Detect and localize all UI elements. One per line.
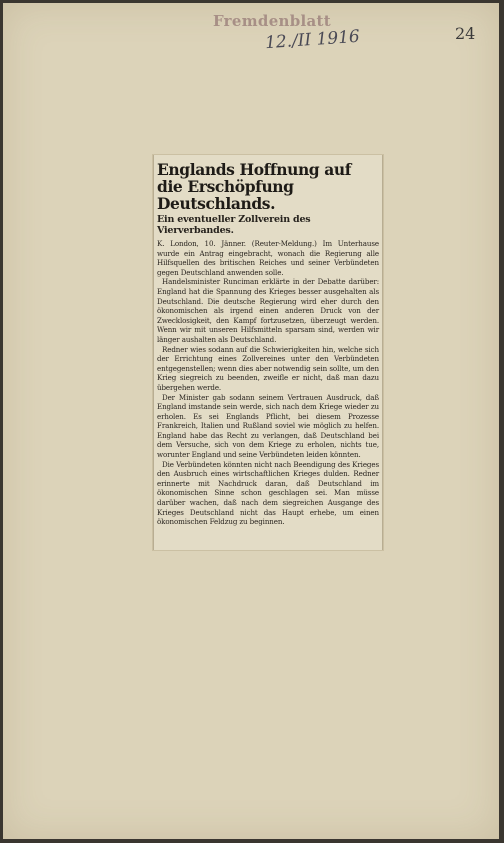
page-number: 24 [455, 24, 476, 43]
article-paragraph: Der Minister gab sodann seinem Vertrauen Ausdruck, daß England imstande sein werde, sich nach dem Kriege wieder zu erholen. Es sei Englands Pflicht, bei diesem Prozesse Frankreich, Italien und Rußland soviel wie möglich zu helfen. England habe das Recht zu verlangen, daß Deutschland bei dem Versuche, sich von dem Kriege zu erholen, nichts tue, worunter England und seine Verbündeten leiden könnten. [157, 392, 379, 460]
article-headline: Englands Hoffnung auf die Erschöpfung Deutschlands. [157, 160, 352, 213]
article-paragraph: Handelsminister Runciman erklärte in der Debatte darüber: England hat die Spannung des Krieges besser ausgehalten als Deutschland. Die deutsche Regierung wird eher durch den ökonomischen als irgend einen anderen Druck von der Zwecklosigkeit, den Kampf fortzusetzen, überzeugt werden. Wenn wir mit unseren Hilfsmitteln sparsam sind, werden wir länger aushalten als Deutschland. [157, 277, 379, 344]
article-subheadline: Ein eventueller Zollverein des Vierverbandes. [157, 214, 311, 236]
handwritten-date: 12./II 1916 [264, 26, 361, 54]
article-body [157, 239, 379, 527]
article-paragraph: Die Verbündeten könnten nicht nach Beendigung des Krieges den Ausbruch eines wirtschaftlichen Krieges dulden. Redner erinnerte mit Nachdruck daran, daß Deutschland im ökonomischen Sinne schon geschlagen sei. Man müsse darüber wachen, daß nach dem siegreichen Ausgange des Krieges Deutschland nicht das Haupt erhebe, um einen ökonomischen Feldzug zu beginnen. [157, 459, 379, 527]
archive-page [3, 3, 499, 839]
newspaper-clipping [153, 155, 383, 550]
article-paragraph: K. London, 10. Jänner. (Reuter-Meldung.) Im Unterhause wurde ein Antrag eingebracht, wonach die Regierung alle Hilfsquellen des britischen Reiches und seiner Verbündeten gegen Deutschland anwenden solle. [157, 239, 379, 277]
newspaper-stamp: Fremdenblatt [213, 12, 332, 30]
article-paragraph: Redner wies sodann auf die Schwierigkeiten hin, welche sich der Errichtung eines Zollvereines unter den Verbündeten entgegenstellen; wenn dies aber notwendig sein sollte, um den Krieg siegreich zu beenden, zweifle er nicht, daß man dazu übergehen werde. [157, 344, 379, 392]
